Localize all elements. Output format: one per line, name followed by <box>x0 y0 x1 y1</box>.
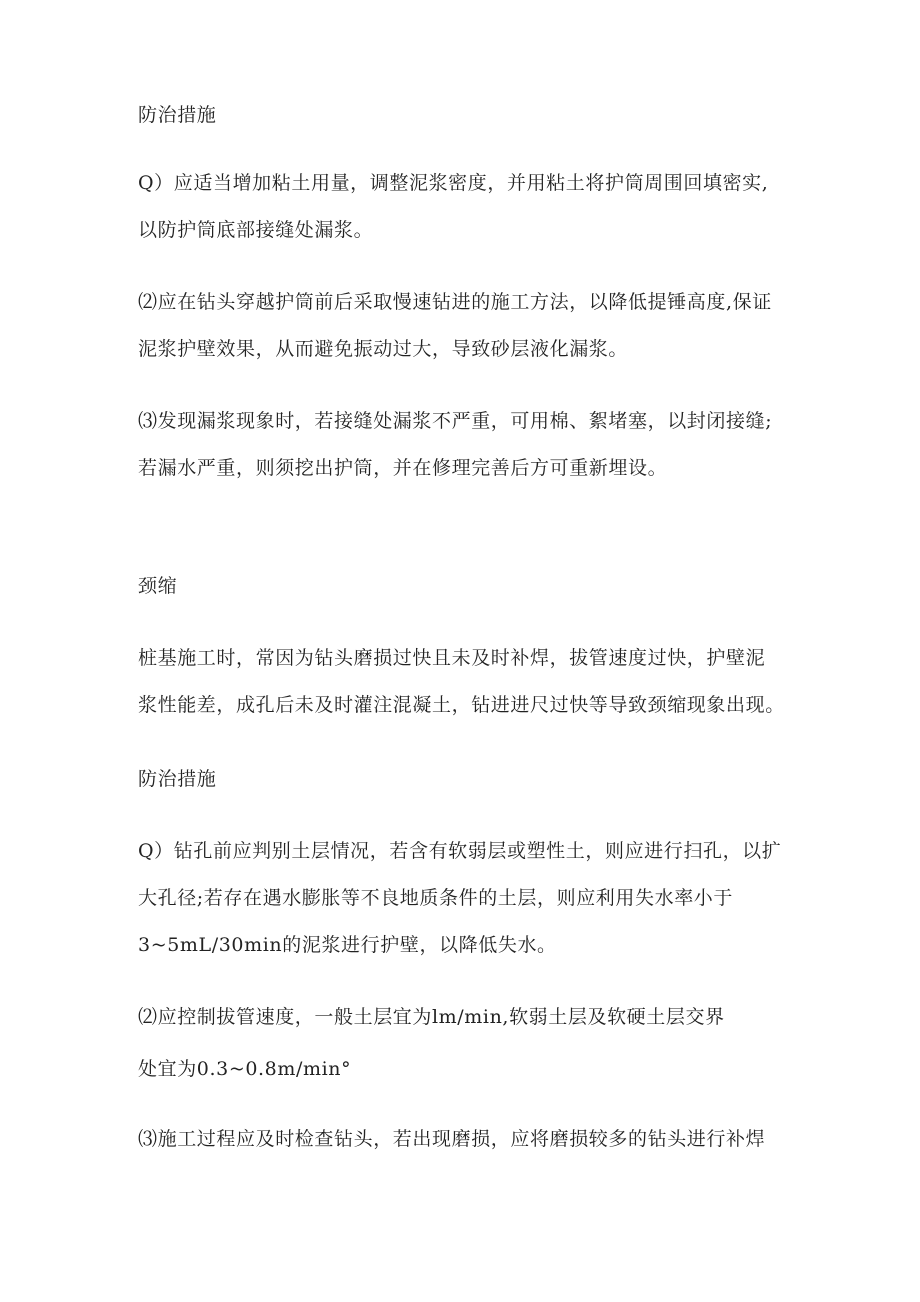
paragraph-line: 泥浆护壁效果，从而避免振动过大，导致砂层液化漏浆。 <box>138 338 629 360</box>
paragraph-line: Q）钻孔前应判别土层情况，若含有软弱层或塑性土，则应进行扫孔，以扩 <box>138 840 782 862</box>
section-heading-necking: 颈缩 <box>138 575 178 597</box>
paragraph-line: Q）应适当增加粘土用量，调整泥浆密度，并用粘土将护筒周围回填密实, <box>138 172 769 194</box>
section-heading-prevention: 防治措施 <box>138 104 217 126</box>
paragraph-line: 以防护筒底部接缝处漏浆。 <box>138 219 374 241</box>
paragraph-line: ⑶发现漏浆现象时，若接缝处漏浆不严重，可用棉、絮堵塞，以封闭接缝; <box>138 410 773 432</box>
paragraph-line: ⑵应在钻头穿越护筒前后采取慢速钻进的施工方法，以降低提锤高度,保证 <box>138 291 772 313</box>
paragraph-line: 3~5mL/30min的泥浆进行护壁，以降低失水。 <box>138 934 557 956</box>
paragraph-line: 桩基施工时，常因为钻头磨损过快且未及时补焊，拔管速度过快，护壁泥 <box>138 647 766 669</box>
paragraph-line: 处宜为0.3~0.8m/min° <box>138 1058 352 1080</box>
paragraph-line: 大孔径;若存在遇水膨胀等不良地质条件的土层，则应利用失水率小于 <box>138 887 734 909</box>
section-heading-prevention: 防治措施 <box>138 768 217 790</box>
paragraph-line: ⑶施工过程应及时检查钻头，若出现磨损，应将磨损较多的钻头进行补焊 <box>138 1128 766 1150</box>
paragraph-line: ⑵应控制拔管速度，一般土层宜为lm/min,软弱土层及软硬土层交界 <box>138 1006 725 1028</box>
paragraph-line: 若漏水严重，则须挖出护筒，并在修理完善后方可重新埋设。 <box>138 457 668 479</box>
paragraph-line: 浆性能差，成孔后未及时灌注混凝土，钻进进尺过快等导致颈缩现象出现。 <box>138 694 785 716</box>
